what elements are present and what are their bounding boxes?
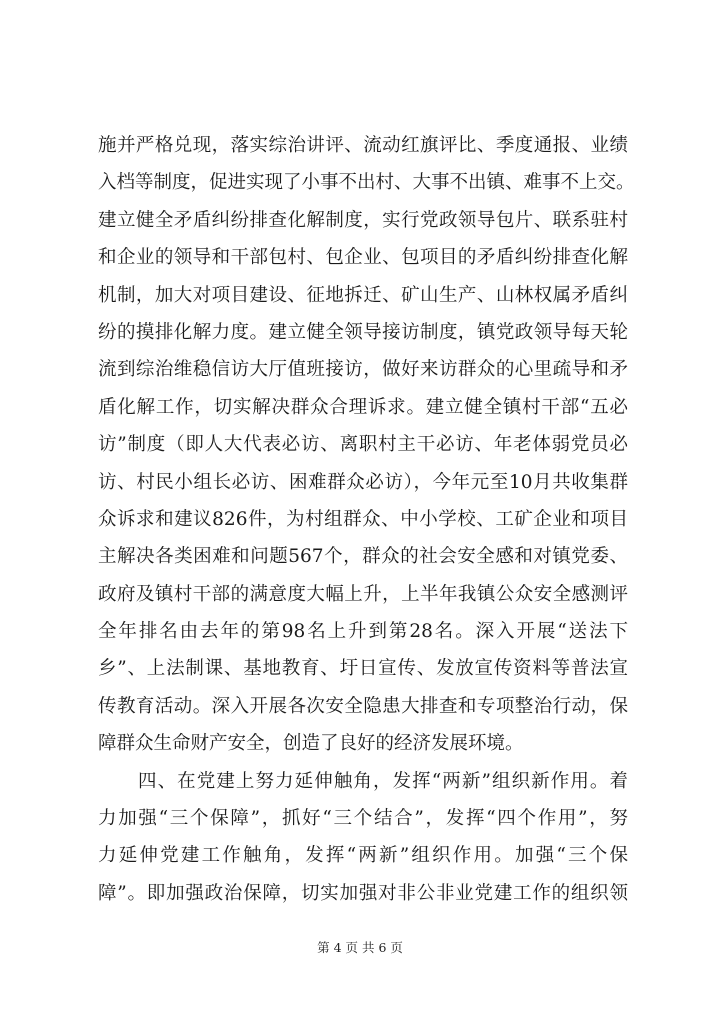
body-text [98, 127, 635, 912]
text-line: 障群众生命财产安全，创造了良好的经济发展环境。 [98, 733, 524, 755]
text-line: 流到综治维稳信访大厅值班接访，做好来访群众的心里疏导和矛 [98, 359, 628, 381]
text-line: 政府及镇村干部的满意度大幅上升，上半年我镇公众安全感测评 [98, 583, 628, 605]
text-line: 和企业的领导和干部包村、包企业、包项目的矛盾纠纷排查化解 [98, 247, 628, 269]
text-line: 建立健全矛盾纠纷排查化解制度，实行党政领导包片、联系驻村 [98, 209, 628, 231]
text-line: 力加强“三个保障”，抓好“三个结合”，发挥“四个作用”，努 [98, 808, 628, 830]
text-line: 访”制度（即人大代表必访、离职村主干必访、年老体弱党员必 [98, 434, 628, 456]
paragraph-start-line: 四、在党建上努力延伸触角，发挥“两新”组织新作用。着 [138, 770, 628, 792]
text-line: 访、村民小组长必访、困难群众必访），今年元至10月共收集群 [98, 471, 628, 493]
text-line: 众诉求和建议826件，为村组群众、中小学校、工矿企业和项目 [98, 508, 628, 530]
text-line: 全年排名由去年的第98名上升到第28名。深入开展“送法下 [98, 621, 628, 643]
text-line: 纷的摸排化解力度。建立健全领导接访制度，镇党政领导每天轮 [98, 321, 628, 343]
text-line: 机制，加大对项目建设、征地拆迁、矿山生产、山林权属矛盾纠 [98, 284, 628, 306]
text-line: 盾化解工作，切实解决群众合理诉求。建立健全镇村干部“五必 [98, 396, 628, 418]
text-line: 力延伸党建工作触角，发挥“两新”组织作用。加强“三个保 [98, 845, 628, 867]
page-number-footer: 第 4 页 共 6 页 [317, 940, 403, 955]
text-line: 传教育活动。深入开展各次安全隐患大排查和专项整治行动，保 [98, 695, 628, 717]
text-line: 入档等制度，促进实现了小事不出村、大事不出镇、难事不上交。 [98, 172, 635, 194]
text-line: 障”。即加强政治保障，切实加强对非公非业党建工作的组织领 [98, 882, 628, 904]
text-line: 主解决各类困难和问题567个，群众的社会安全感和对镇党委、 [98, 546, 628, 568]
text-line: 施并严格兑现，落实综治讲评、流动红旗评比、季度通报、业绩 [98, 135, 628, 156]
text-line: 乡”、上法制课、基地教育、圩日宣传、发放宣传资料等普法宣 [98, 658, 628, 680]
